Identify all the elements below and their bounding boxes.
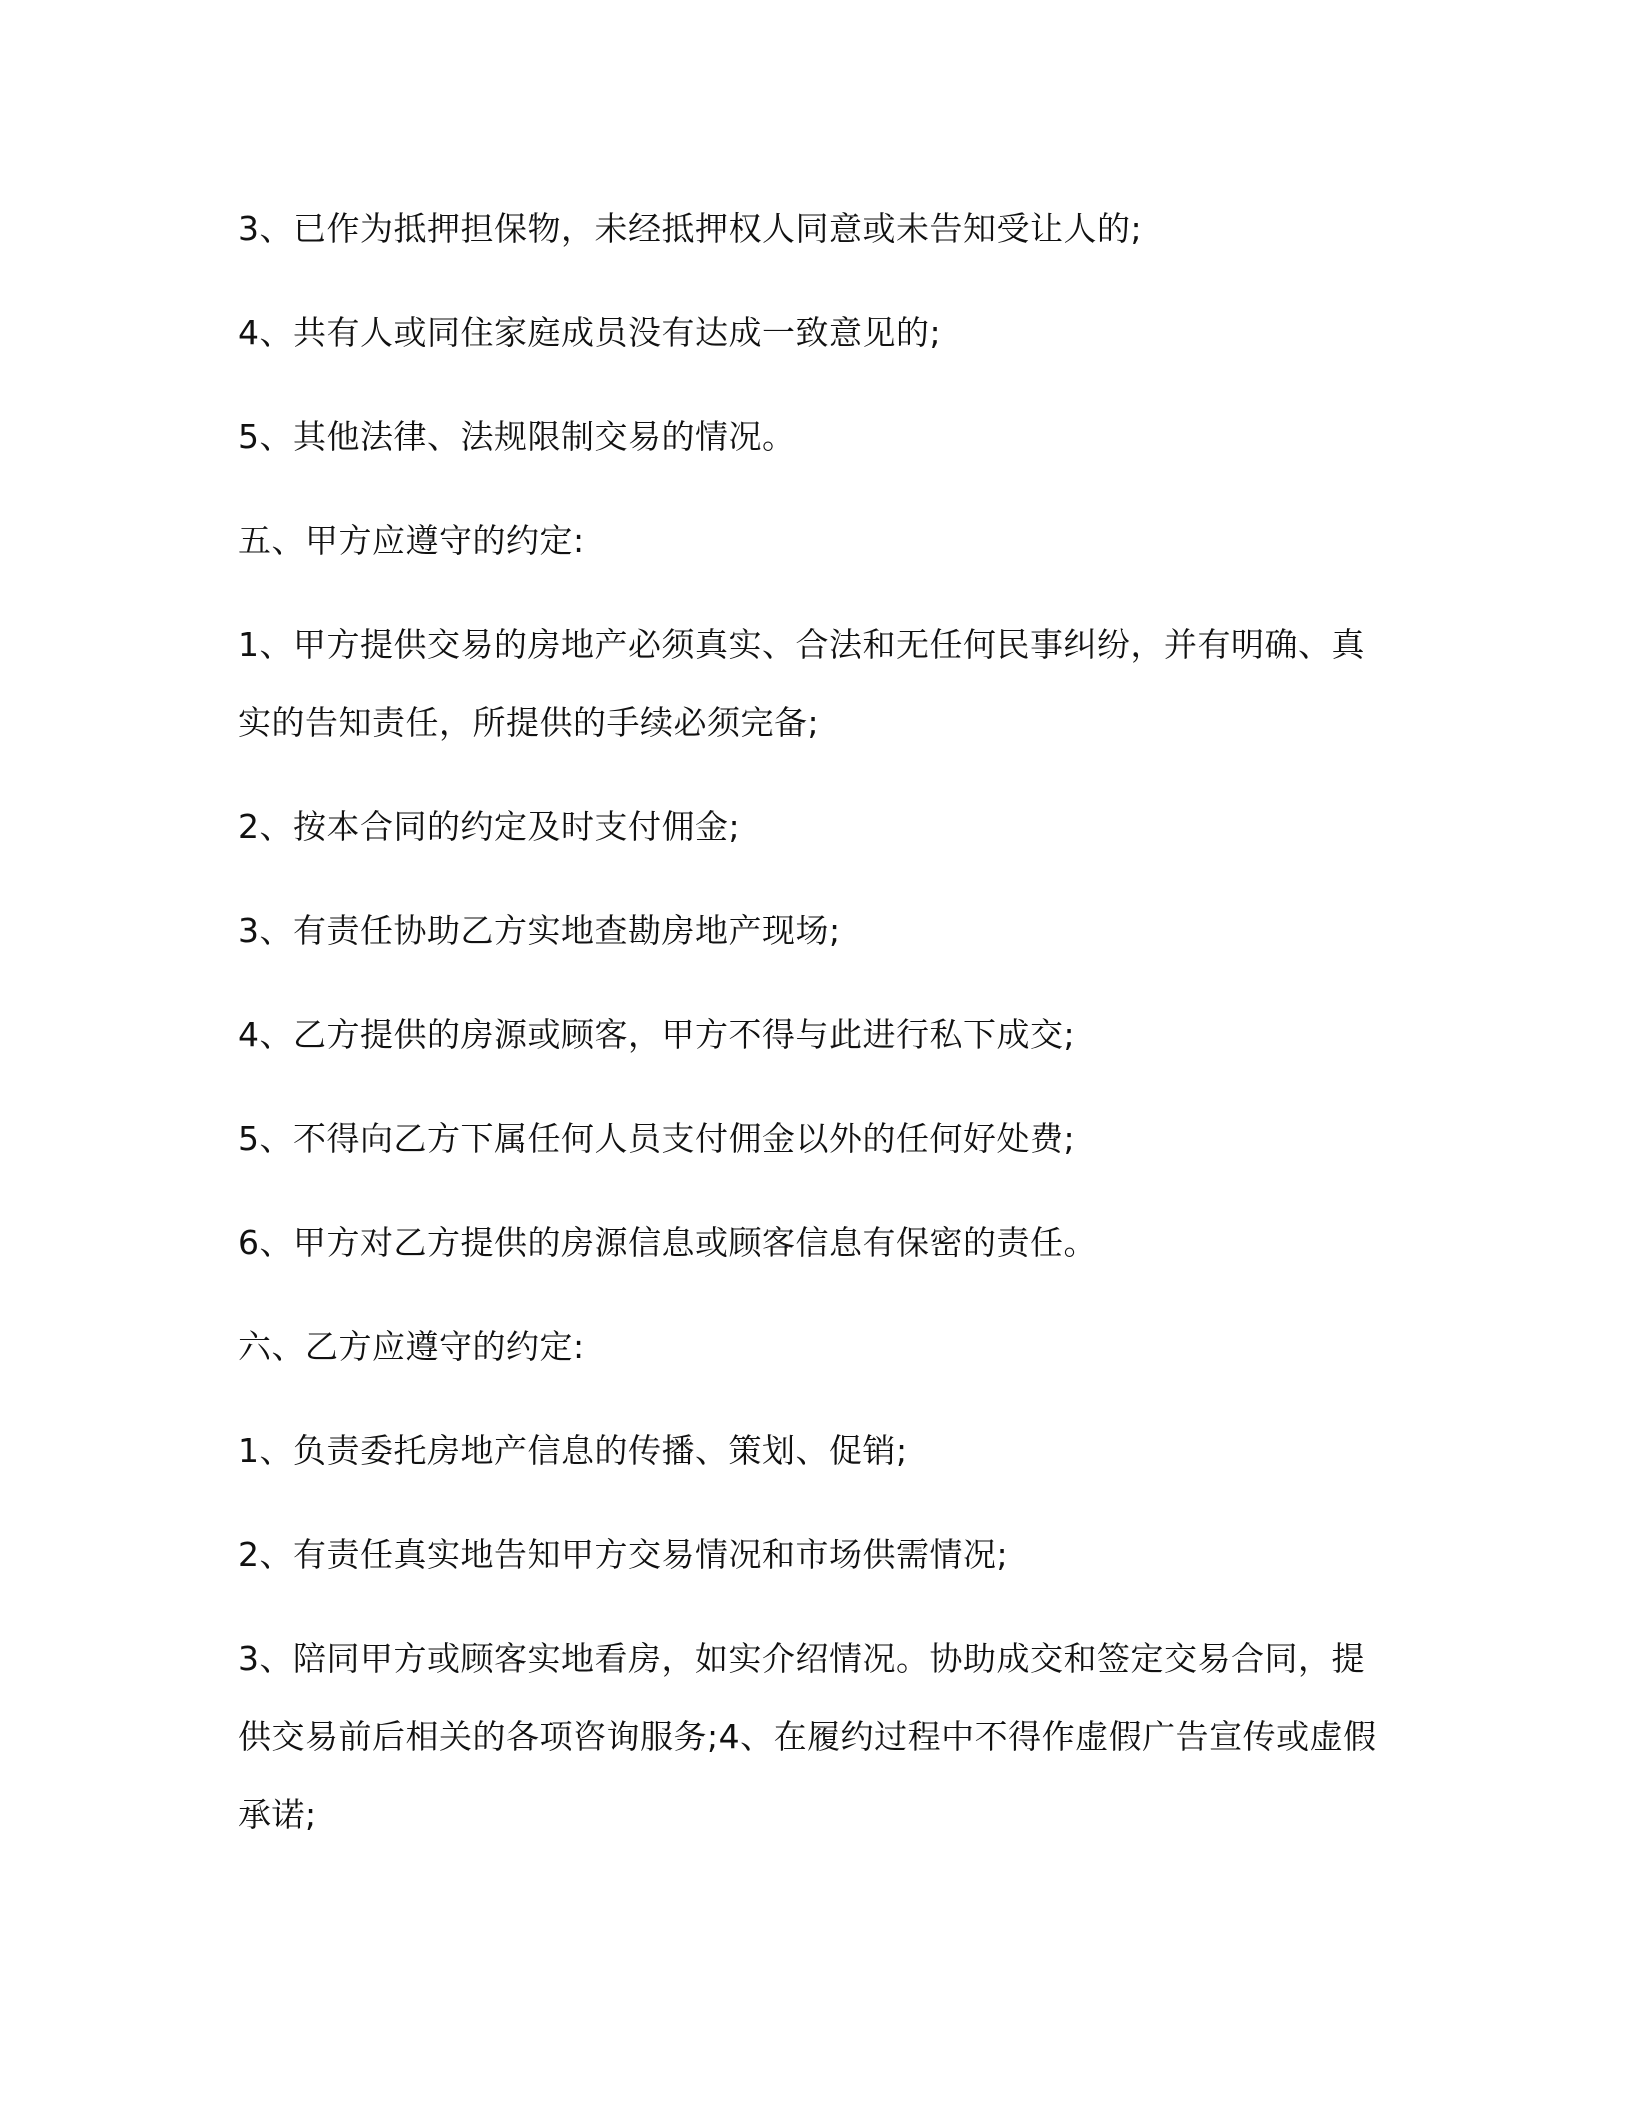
clause-paragraph: 5、其他法律、法规限制交易的情况。 <box>238 417 796 456</box>
document-body <box>238 190 1388 1854</box>
section-heading: 五、甲方应遵守的约定: <box>238 521 585 560</box>
clause-paragraph: 3、陪同甲方或顾客实地看房，如实介绍情况。协助成交和签定交易合同，提供交易前后相关的各项咨询服务;4、在履约过程中不得作虚假广告宣传或虚假承诺; <box>238 1639 1377 1834</box>
clause-paragraph: 2、按本合同的约定及时支付佣金; <box>238 807 741 846</box>
clause-paragraph: 4、乙方提供的房源或顾客，甲方不得与此进行私下成交; <box>238 1015 1076 1054</box>
clause-paragraph: 3、有责任协助乙方实地查勘房地产现场; <box>238 911 841 950</box>
clause-paragraph: 1、负责委托房地产信息的传播、策划、促销; <box>238 1431 908 1470</box>
clause-paragraph: 6、甲方对乙方提供的房源信息或顾客信息有保密的责任。 <box>238 1223 1097 1262</box>
section-heading: 六、乙方应遵守的约定: <box>238 1327 585 1366</box>
clause-paragraph: 4、共有人或同住家庭成员没有达成一致意见的; <box>238 313 942 352</box>
clause-paragraph: 1、甲方提供交易的房地产必须真实、合法和无任何民事纠纷，并有明确、真实的告知责任，所提供的手续必须完备; <box>238 625 1365 742</box>
clause-paragraph: 5、不得向乙方下属任何人员支付佣金以外的任何好处费; <box>238 1119 1076 1158</box>
clause-paragraph: 2、有责任真实地告知甲方交易情况和市场供需情况; <box>238 1535 1009 1574</box>
clause-paragraph: 3、已作为抵押担保物，未经抵押权人同意或未告知受让人的; <box>238 209 1143 248</box>
